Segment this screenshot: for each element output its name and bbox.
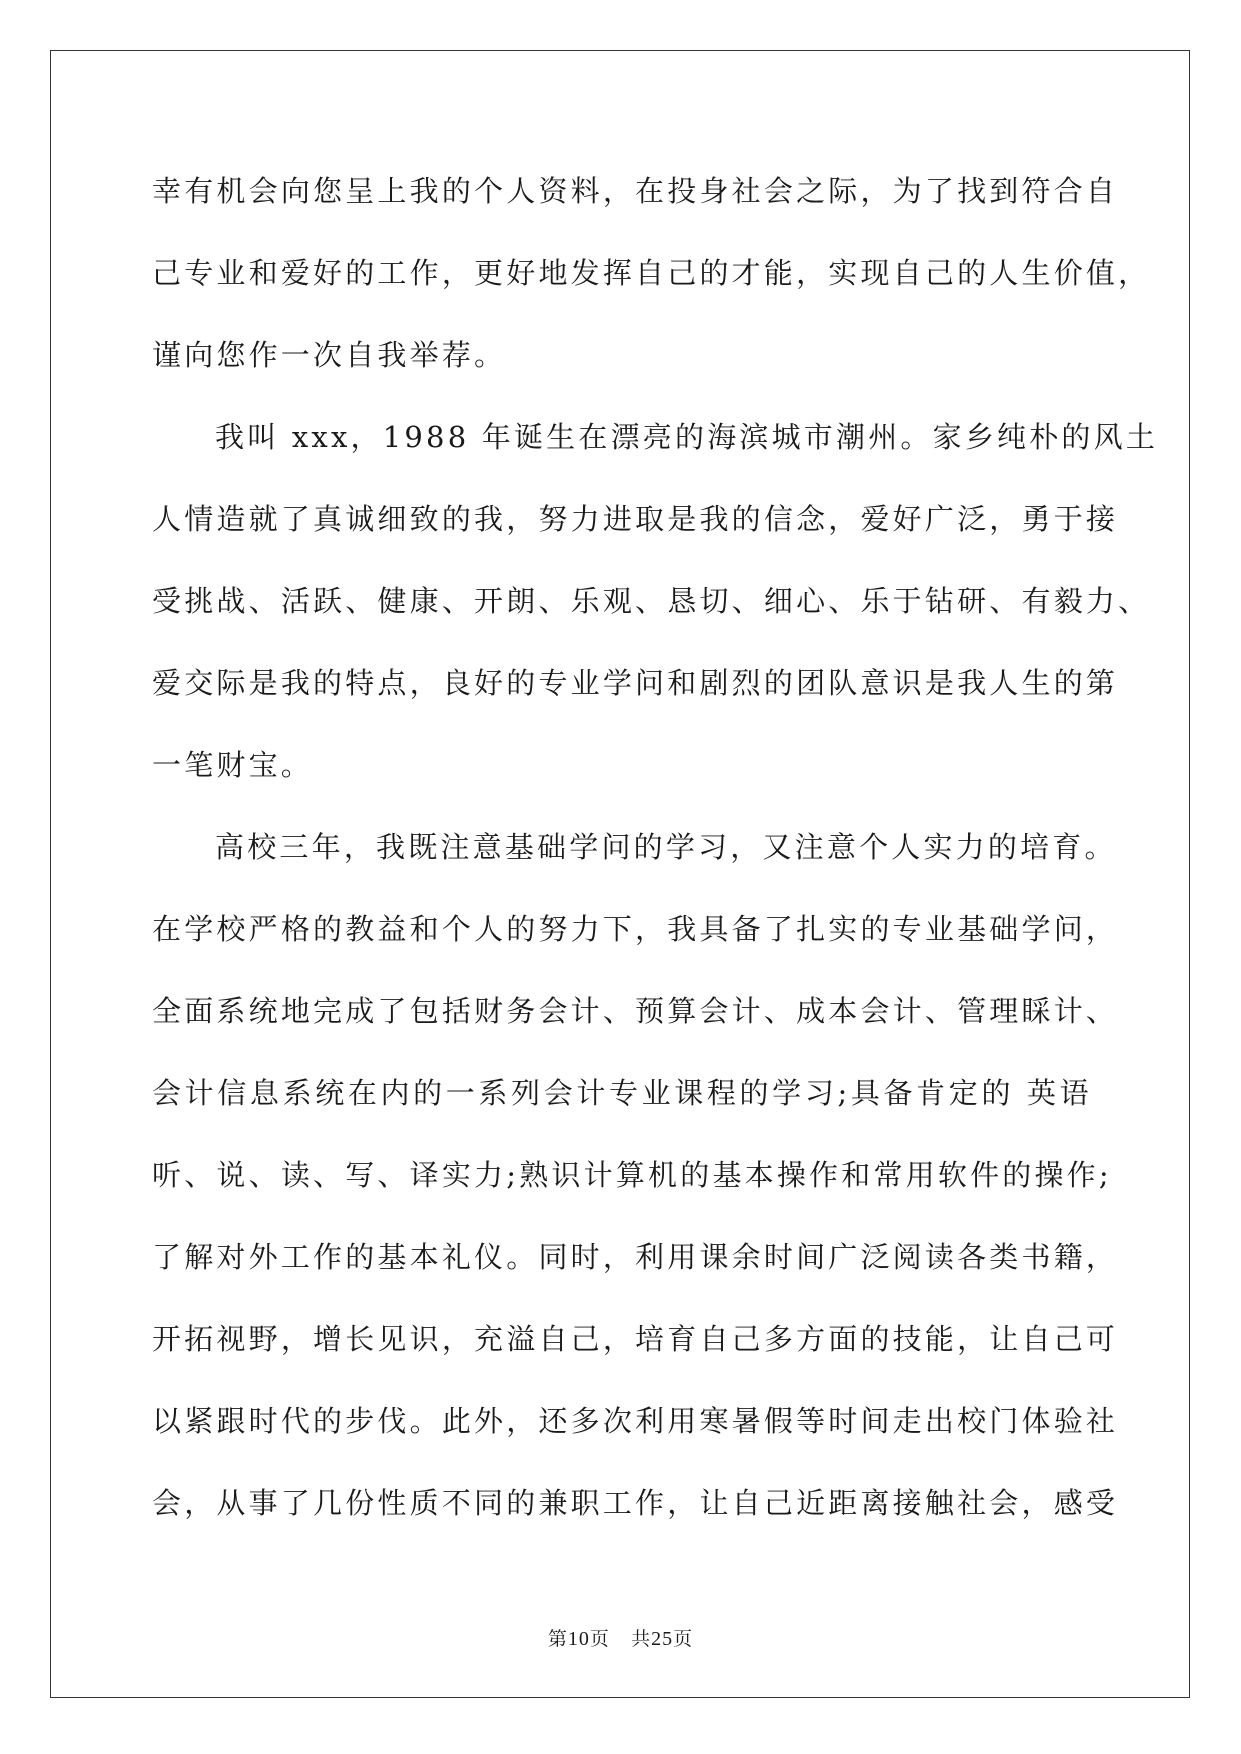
text-line: 幸 有 机 会 向 您 呈 上 我 的 个 人 资 料 ， 在 投 身 社 会 之 际 ， 为 了 找 到 符 合 自 [152, 174, 1119, 208]
current-page-number: 10 [567, 1628, 590, 1650]
text-line: 我 叫 x x x ， 1 9 8 8 年 诞 生 在 漂 亮 的 海 滨 城 市 潮 州 。 家 乡 纯 朴 的 风 土 [215, 420, 1159, 454]
page-number-footer [0, 1624, 1241, 1651]
text-line: 一笔财宝。 [152, 748, 314, 782]
text-line: 人 情 造 就 了 真 诚 细 致 的 我 ， 努 力 进 取 是 我 的 信 念 ， 爱 好 广 泛 ， 勇 于 接 [152, 502, 1119, 536]
text-line: 谨向您作一次自我举荐。 [152, 338, 507, 372]
text-line: 高 校 三 年 ， 我 既 注 意 基 础 学 问 的 学 习 ， 又 注 意 个 人 实 力 的 培 育 。 [215, 830, 1117, 864]
text-line: 己 专 业 和 爱 好 的 工 作 ， 更 好 地 发 挥 自 己 的 才 能 ， 实 现 自 己 的 人 生 价 值 ， [152, 256, 1151, 290]
text-line: 了 解 对 外 工 作 的 基 本 礼 仪 。 同 时 ， 利 用 课 余 时 间 广 泛 阅 读 各 类 书 籍 ， [152, 1240, 1119, 1274]
text-line: 开 拓 视 野 ， 增 长 见 识 ， 充 溢 自 己 ， 培 育 自 己 多 方 面 的 技 能 ， 让 自 己 可 [152, 1322, 1119, 1356]
text-line: 受 挑 战 、 活 跃 、 健 康 、 开 朗 、 乐 观 、 恳 切 、 细 心 、 乐 于 钻 研 、 有 毅 力 、 [152, 584, 1151, 618]
footer-total-suffix: 页 [673, 1628, 694, 1650]
text-line: 在 学 校 严 格 的 教 益 和 个 人 的 努 力 下 ， 我 具 备 了 扎 实 的 专 业 基 础 学 问 ， [152, 912, 1119, 946]
text-line: 会 ， 从 事 了 几 份 性 质 不 同 的 兼 职 工 作 ， 让 自 己 近 距 离 接 触 社 会 ， 感 受 [152, 1486, 1119, 1520]
text-line: 爱 交 际 是 我 的 特 点 ， 良 好 的 专 业 学 问 和 剧 烈 的 团 队 意 识 是 我 人 生 的 第 [152, 666, 1119, 700]
text-line: 全 面 系 统 地 完 成 了 包 括 财 务 会 计 、 预 算 会 计 、 成 本 会 计 、 管 理 睬 计 、 [152, 994, 1119, 1028]
text-line: 以 紧 跟 时 代 的 步 伐 。 此 外 ， 还 多 次 利 用 寒 暑 假 等 时 间 走 出 校 门 体 验 社 [152, 1404, 1119, 1438]
footer-page-word: 页 [589, 1628, 610, 1650]
footer-total-prefix: 共 [631, 1628, 652, 1650]
text-line: 听 、 说 、 读 、 写 、 译 实 力 ; 熟 识 计 算 机 的 基 本 操 作 和 常 用 软 件 的 操 作 ; [152, 1158, 1112, 1192]
footer-prefix: 第 [547, 1628, 568, 1650]
total-page-number: 25 [651, 1628, 674, 1650]
text-line: 会 计 信 息 系 统 在 内 的 一 系 列 会 计 专 业 课 程 的 学 习 ; 具 备 肯 定 的 英 语 [152, 1076, 1092, 1110]
document-body [152, 160, 1159, 1554]
